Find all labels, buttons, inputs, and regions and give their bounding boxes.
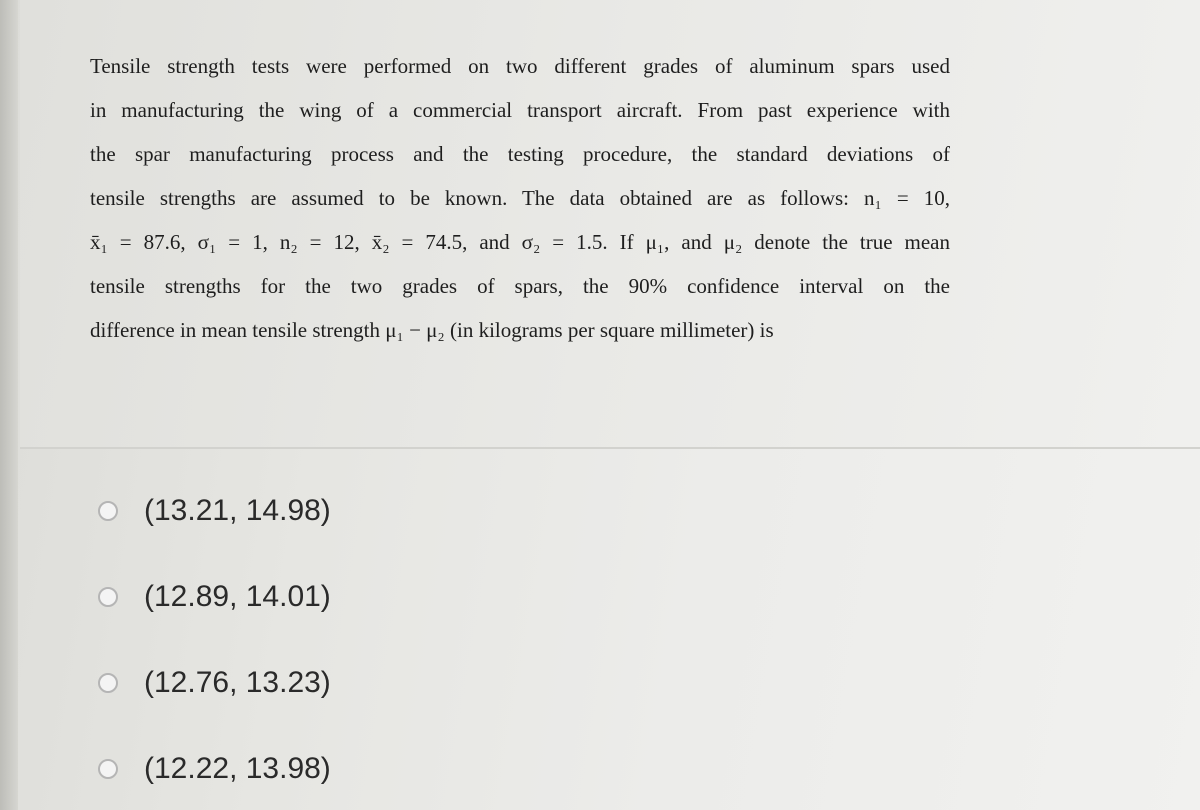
question-text [90,44,950,352]
radio-button[interactable] [98,501,118,521]
answer-options [98,485,698,810]
answer-option-label: (12.22, 13.98) [144,752,331,785]
question-line-1: Tensile strength tests were performed on two different grades of aluminum spars used [90,54,950,78]
answer-option-4[interactable] [98,743,698,810]
answer-option-3[interactable] [98,657,698,743]
radio-button[interactable] [98,587,118,607]
question-line-7: difference in mean tensile strength μ₁ − μ₂ (in kilograms per square millimeter) is [90,318,774,342]
radio-button[interactable] [98,673,118,693]
question-line-5: x̄₁ = 87.6, σ₁ = 1, n₂ = 12, x̄₂ = 74.5, and σ₂ = 1.5. If μ₁, and μ₂ denote the true mean [90,230,950,254]
panel-divider [20,447,1200,449]
answer-option-2[interactable] [98,571,698,657]
radio-button[interactable] [98,759,118,779]
answer-option-label: (13.21, 14.98) [144,494,331,527]
question-line-3: the spar manufacturing process and the testing procedure, the standard deviations of [90,142,950,166]
answer-option-label: (12.76, 13.23) [144,666,331,699]
question-line-4: tensile strengths are assumed to be known. The data obtained are as follows: n₁ = 10, [90,186,950,210]
question-line-2: in manufacturing the wing of a commercial transport aircraft. From past experience with [90,98,950,122]
answer-option-1[interactable] [98,485,698,571]
left-border [0,0,18,810]
question-line-6: tensile strengths for the two grades of spars, the 90% confidence interval on the [90,274,950,298]
answer-option-label: (12.89, 14.01) [144,580,331,613]
